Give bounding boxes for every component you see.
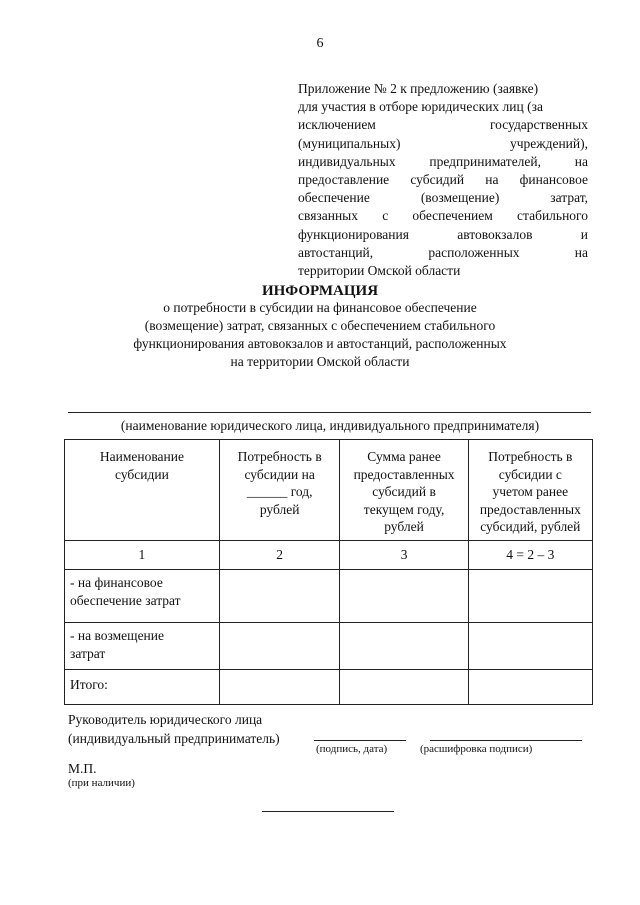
annex-word: субсидий (410, 172, 465, 188)
annex-word: (возмещение) (420, 190, 500, 206)
subtitle-line: о потребности в субсидии на финансовое обеспечение (163, 300, 477, 315)
annex-line-justified (298, 153, 588, 171)
input-cell[interactable] (468, 670, 592, 705)
signatory-line-2: (индивидуальный предприниматель) (68, 731, 280, 746)
input-cell[interactable] (468, 623, 592, 670)
annex-word: функционирования (298, 226, 409, 242)
annex-word: (муниципальных) (298, 135, 401, 151)
column-number: 4 = 2 – 3 (468, 541, 592, 570)
annex-word: государственных (489, 117, 588, 133)
table-header-row (65, 440, 593, 541)
annex-line-justified (298, 244, 588, 262)
annex-word: расположенных (428, 244, 520, 260)
input-cell[interactable] (340, 623, 468, 670)
annex-line-justified (298, 189, 588, 207)
annex-word: финансовое (519, 172, 588, 188)
row-label-financial-support: - на финансовое обеспечение затрат (65, 570, 220, 623)
annex-line: территории Омской области (298, 263, 461, 279)
column-number: 2 (219, 541, 340, 570)
organization-name-caption: (наименование юридического лица, индивидуального предпринимателя) (120, 418, 540, 433)
annex-word: и (580, 226, 588, 242)
annex-line-justified (298, 135, 588, 153)
header-need-for-year: Потребность в субсидии на ______ год, рублей (219, 440, 340, 541)
annex-word: стабильного (517, 208, 588, 224)
annex-line: Приложение № 2 к предложению (заявке) (298, 81, 539, 96)
annex-word: затрат, (550, 190, 588, 206)
annex-word: учреждений), (509, 135, 588, 151)
stamp-label: М.П. (68, 761, 97, 776)
subsidy-table (64, 439, 593, 705)
input-cell[interactable] (468, 570, 592, 623)
row-label-total: Итого: (65, 670, 220, 705)
input-cell[interactable] (219, 670, 340, 705)
subtitle-line: на территории Омской области (230, 354, 410, 369)
column-number: 3 (340, 541, 468, 570)
annex-word: обеспечением (412, 208, 493, 224)
row-label-reimbursement: - на возмещение затрат (65, 623, 220, 670)
document-subtitle (0, 299, 640, 371)
annex-reference (298, 80, 588, 280)
table-row (65, 623, 593, 670)
signature-caption: (подпись, дата) (316, 743, 388, 755)
subtitle-line: (возмещение) затрат, связанных с обеспечением стабильного (144, 318, 496, 333)
annex-word: автостанций, (298, 244, 374, 260)
input-cell[interactable] (340, 670, 468, 705)
annex-line-justified (298, 116, 588, 134)
annex-word: на (485, 172, 499, 188)
annex-word: на (574, 153, 588, 169)
signatory-line-1: Руководитель юридического лица (68, 712, 263, 727)
annex-line-justified (298, 226, 588, 244)
input-cell[interactable] (219, 623, 340, 670)
annex-line-justified (298, 207, 588, 225)
annex-word: исключением (298, 117, 376, 133)
footer-divider (262, 811, 394, 812)
column-number: 1 (65, 541, 220, 570)
page-number: 6 (316, 36, 324, 51)
annex-word: предоставление (298, 172, 390, 188)
header-subsidy-name: Наименование субсидии (65, 440, 220, 541)
annex-word: индивидуальных (298, 153, 396, 169)
input-cell[interactable] (340, 570, 468, 623)
signature-decode-line[interactable] (430, 740, 582, 741)
annex-word: предпринимателей, (429, 153, 542, 169)
organization-name-line[interactable] (68, 412, 591, 413)
annex-word: с (382, 208, 389, 224)
annex-word: на (574, 244, 588, 260)
input-cell[interactable] (219, 570, 340, 623)
annex-word: связанных (298, 208, 358, 224)
signature-line[interactable] (314, 740, 406, 741)
table-row (65, 570, 593, 623)
annex-word: автовокзалов (457, 226, 533, 242)
subtitle-line: функционирования автовокзалов и автостанций, расположенных (133, 336, 507, 351)
annex-line: для участия в отборе юридических лиц (за (298, 99, 543, 115)
stamp-note: (при наличии) (68, 777, 135, 789)
annex-line-justified (298, 171, 588, 189)
document-title: ИНФОРМАЦИЯ (261, 283, 379, 299)
signature-decode-caption: (расшифровка подписи) (420, 743, 533, 755)
table-number-row (65, 541, 593, 570)
header-previously-granted: Сумма ранее предоставленных субсидий в текущем году, рублей (340, 440, 468, 541)
header-need-net: Потребность в субсидии с учетом ранее предоставленных субсидий, рублей (468, 440, 592, 541)
table-total-row (65, 670, 593, 705)
annex-word: обеспечение (298, 190, 370, 206)
signatory-title (68, 710, 280, 748)
